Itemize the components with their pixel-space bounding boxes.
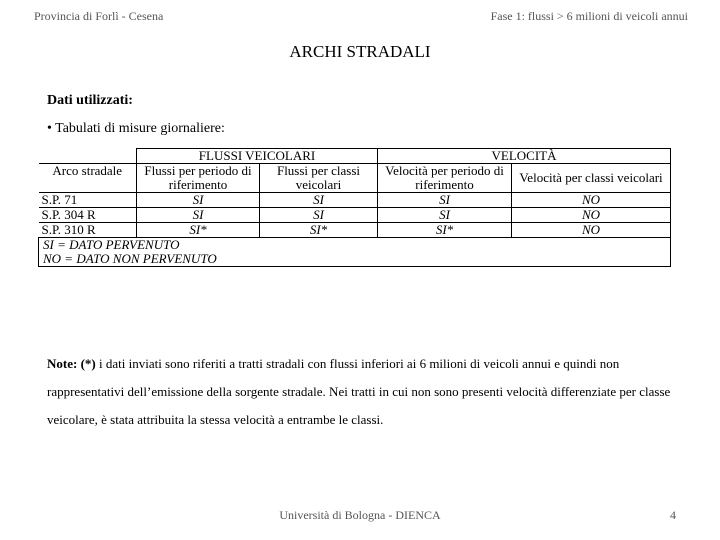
col-header-flussi-periodo-2: riferimento: [137, 178, 260, 193]
table-row: [39, 193, 671, 208]
slide-title: ARCHI STRADALI: [289, 42, 431, 61]
cell-arco: S.P. 310 R: [39, 223, 137, 238]
table-row: [39, 208, 671, 223]
legend-si: SI = DATO PERVENUTO: [39, 238, 671, 253]
note-paragraph: [47, 350, 677, 434]
header-right: Fase 1: flussi > 6 milioni di veicoli annui: [490, 9, 688, 23]
col-header-arco-empty: [39, 178, 137, 193]
legend-no: NO = DATO NON PERVENUTO: [39, 252, 671, 267]
data-table: [38, 148, 671, 267]
col-header-vel-classi: Velocità per classi veicolari: [512, 164, 671, 193]
group-header-flussi: FLUSSI VEICOLARI: [137, 149, 378, 164]
cell-flussi-periodo: SI*: [137, 223, 260, 238]
cell-vel-classi: NO: [512, 193, 671, 208]
table-row: [39, 223, 671, 238]
col-header-flussi-periodo-1: Flussi per periodo di: [137, 164, 260, 179]
cell-vel-classi: NO: [512, 223, 671, 238]
cell-vel-periodo: SI: [378, 208, 512, 223]
cell-arco: S.P. 71: [39, 193, 137, 208]
cell-arco: S.P. 304 R: [39, 208, 137, 223]
note-label: Note: (*): [47, 356, 96, 371]
bullet-item: • Tabulati di misure giornaliere:: [47, 121, 225, 136]
cell-flussi-periodo: SI: [137, 193, 260, 208]
group-header-empty: [39, 149, 137, 164]
cell-flussi-classi: SI: [260, 193, 378, 208]
col-header-vel-periodo-1: Velocità per periodo di: [378, 164, 512, 179]
cell-vel-periodo: SI: [378, 193, 512, 208]
group-header-velocita: VELOCITÀ: [378, 149, 671, 164]
section-title: Dati utilizzati:: [47, 93, 133, 108]
footer-text: Università di Bologna - DIENCA: [279, 508, 441, 522]
cell-vel-periodo: SI*: [378, 223, 512, 238]
header-left: Provincia di Forlì - Cesena: [34, 9, 164, 23]
col-header-arco: Arco stradale: [39, 164, 137, 179]
page-number: 4: [670, 508, 676, 522]
note-text: i dati inviati sono riferiti a tratti stradali con flussi inferiori ai 6 milioni di veicoli annui e quindi non rappresentativi dell’emissione della sorgente stradale. Nei tratti in cui non sono presenti velocità differenziate per classe veicolare, è stata attribuita la stessa velocità a entrambe le classi.: [47, 356, 671, 427]
col-header-flussi-classi-1: Flussi per classi: [260, 164, 378, 179]
cell-vel-classi: NO: [512, 208, 671, 223]
col-header-vel-periodo-2: riferimento: [378, 178, 512, 193]
col-header-flussi-classi-2: veicolari: [260, 178, 378, 193]
cell-flussi-classi: SI*: [260, 223, 378, 238]
cell-flussi-classi: SI: [260, 208, 378, 223]
cell-flussi-periodo: SI: [137, 208, 260, 223]
